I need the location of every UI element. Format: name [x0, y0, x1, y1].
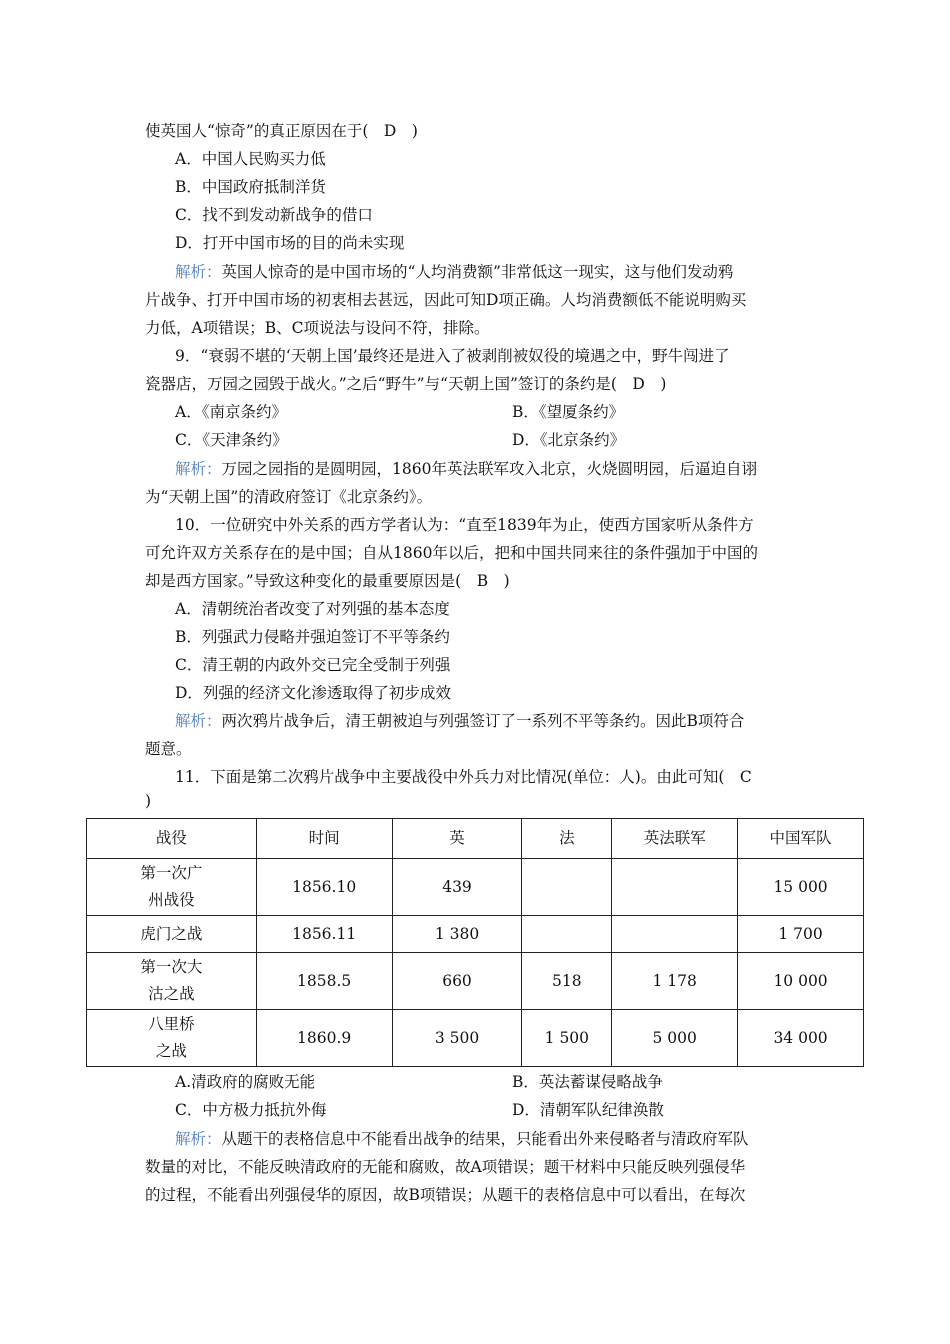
- q8-analysis-line: 片战争、打开中国市场的初衷相去甚远，因此可知D项正确。人均消费额低不能说明购买: [145, 291, 747, 309]
- q11-analysis-line: 数量的对比，不能反映清政府的无能和腐败，故A项错误；题干材料中只能反映列强侵华: [145, 1158, 746, 1176]
- q10-option-d: D．列强的经济文化渗透取得了初步成效: [175, 684, 451, 702]
- q9-stem: 9．“衰弱不堪的‘天朝上国’最终还是进入了被剥削被奴役的境遇之中，野牛闯进了: [175, 347, 730, 365]
- q11-analysis: 解析：从题干的表格信息中不能看出战争的结果，只能看出外来侵略者与清政府军队: [175, 1130, 749, 1148]
- table-header: 中国军队: [738, 819, 864, 859]
- table-cell: 1 178: [612, 953, 738, 1010]
- q11-option-a: A.清政府的腐败无能: [175, 1073, 316, 1091]
- table-row: [87, 916, 864, 953]
- q9-option-c: C．《天津条约》: [175, 431, 288, 449]
- table-cell: 10 000: [738, 953, 864, 1010]
- q9-option-d: D．《北京条约》: [512, 431, 626, 449]
- table-header: 英法联军: [612, 819, 738, 859]
- q8-option-a: A．中国人民购买力低: [175, 150, 326, 168]
- q8-stem: 使英国人“惊奇”的真正原因在于( D ): [145, 122, 418, 140]
- q11-option-d: D．清朝军队纪律涣散: [512, 1101, 664, 1119]
- table-cell: 5 000: [612, 1010, 738, 1067]
- q11-option-b: B．英法蓄谋侵略战争: [512, 1073, 663, 1091]
- table-cell: 虎门之战: [87, 916, 257, 953]
- table-cell: 1 380: [392, 916, 522, 953]
- analysis-label: 解析：: [175, 1130, 222, 1148]
- table-header-row: [87, 819, 864, 859]
- table-cell: [612, 859, 738, 916]
- table-header: 战役: [87, 819, 257, 859]
- q8-analysis: 解析：英国人惊奇的是中国市场的“人均消费额”非常低这一现实，这与他们发动鸦: [175, 263, 734, 281]
- table-cell: 1860.9: [256, 1010, 392, 1067]
- q10-option-c: C．清王朝的内政外交已完全受制于列强: [175, 656, 451, 674]
- table-cell: 15 000: [738, 859, 864, 916]
- q8-option-c: C．找不到发动新战争的借口: [175, 206, 373, 224]
- q11-stem: 11．下面是第二次鸦片战争中主要战役中外兵力对比情况(单位：人)。由此可知( C: [175, 768, 752, 786]
- table-cell: 518: [522, 953, 612, 1010]
- battle-forces-table: [86, 818, 864, 1067]
- q10-option-a: A．清朝统治者改变了对列强的基本态度: [175, 600, 450, 618]
- table-cell: 1856.11: [256, 916, 392, 953]
- table-cell: 1 700: [738, 916, 864, 953]
- table-cell: 第一次大 沽之战: [87, 953, 257, 1010]
- q9-stem: 瓷器店，万园之园毁于战火。”之后“野牛”与“天朝上国”签订的条约是( D ): [145, 375, 667, 393]
- table-cell: 1856.10: [256, 859, 392, 916]
- q10-stem: 却是西方国家。”导致这种变化的最重要原因是( B ): [145, 572, 510, 590]
- q11-analysis-line: 的过程，不能看出列强侵华的原因，故B项错误；从题干的表格信息中可以看出，在每次: [145, 1186, 746, 1204]
- q9-option-b: B．《望厦条约》: [512, 403, 625, 421]
- q11-stem: ): [145, 792, 152, 810]
- q9-analysis-line: 为“天朝上国”的清政府签订《北京条约》。: [145, 488, 433, 506]
- q10-stem: 10．一位研究中外关系的西方学者认为：“直至1839年为止，使西方国家听从条件方: [175, 516, 754, 534]
- table-row: [87, 1010, 864, 1067]
- q8-analysis-line: 力低，A项错误；B、C项说法与设问不符，排除。: [145, 319, 490, 337]
- analysis-label: 解析：: [175, 712, 222, 730]
- table-cell: 第一次广 州战役: [87, 859, 257, 916]
- table-cell: 660: [392, 953, 522, 1010]
- q9-analysis: 解析：万园之园指的是圆明园，1860年英法联军攻入北京，火烧圆明园，后逼迫自诩: [175, 460, 757, 478]
- table-cell: 34 000: [738, 1010, 864, 1067]
- analysis-label: 解析：: [175, 460, 222, 478]
- table-row: [87, 953, 864, 1010]
- table-cell: 八里桥 之战: [87, 1010, 257, 1067]
- table-header: 法: [522, 819, 612, 859]
- q11-option-c: C．中方极力抵抗外侮: [175, 1101, 327, 1119]
- table-row: [87, 859, 864, 916]
- q8-option-d: D．打开中国市场的目的尚未实现: [175, 234, 405, 252]
- q10-stem: 可允许双方关系存在的是中国；自从1860年以后，把和中国共同来往的条件强加于中国的: [145, 544, 758, 562]
- table-cell: [612, 916, 738, 953]
- table-header: 时间: [256, 819, 392, 859]
- table-cell: [522, 916, 612, 953]
- table-header: 英: [392, 819, 522, 859]
- table-cell: 1858.5: [256, 953, 392, 1010]
- table-cell: 439: [392, 859, 522, 916]
- q10-option-b: B．列强武力侵略并强迫签订不平等条约: [175, 628, 450, 646]
- analysis-label: 解析：: [175, 263, 222, 281]
- table-cell: 1 500: [522, 1010, 612, 1067]
- q10-analysis: 解析：两次鸦片战争后，清王朝被迫与列强签订了一系列不平等条约。因此B项符合: [175, 712, 745, 730]
- table-cell: 3 500: [392, 1010, 522, 1067]
- q9-option-a: A．《南京条约》: [175, 403, 287, 421]
- q8-option-b: B．中国政府抵制洋货: [175, 178, 326, 196]
- q10-analysis-line: 题意。: [145, 740, 192, 758]
- table-cell: [522, 859, 612, 916]
